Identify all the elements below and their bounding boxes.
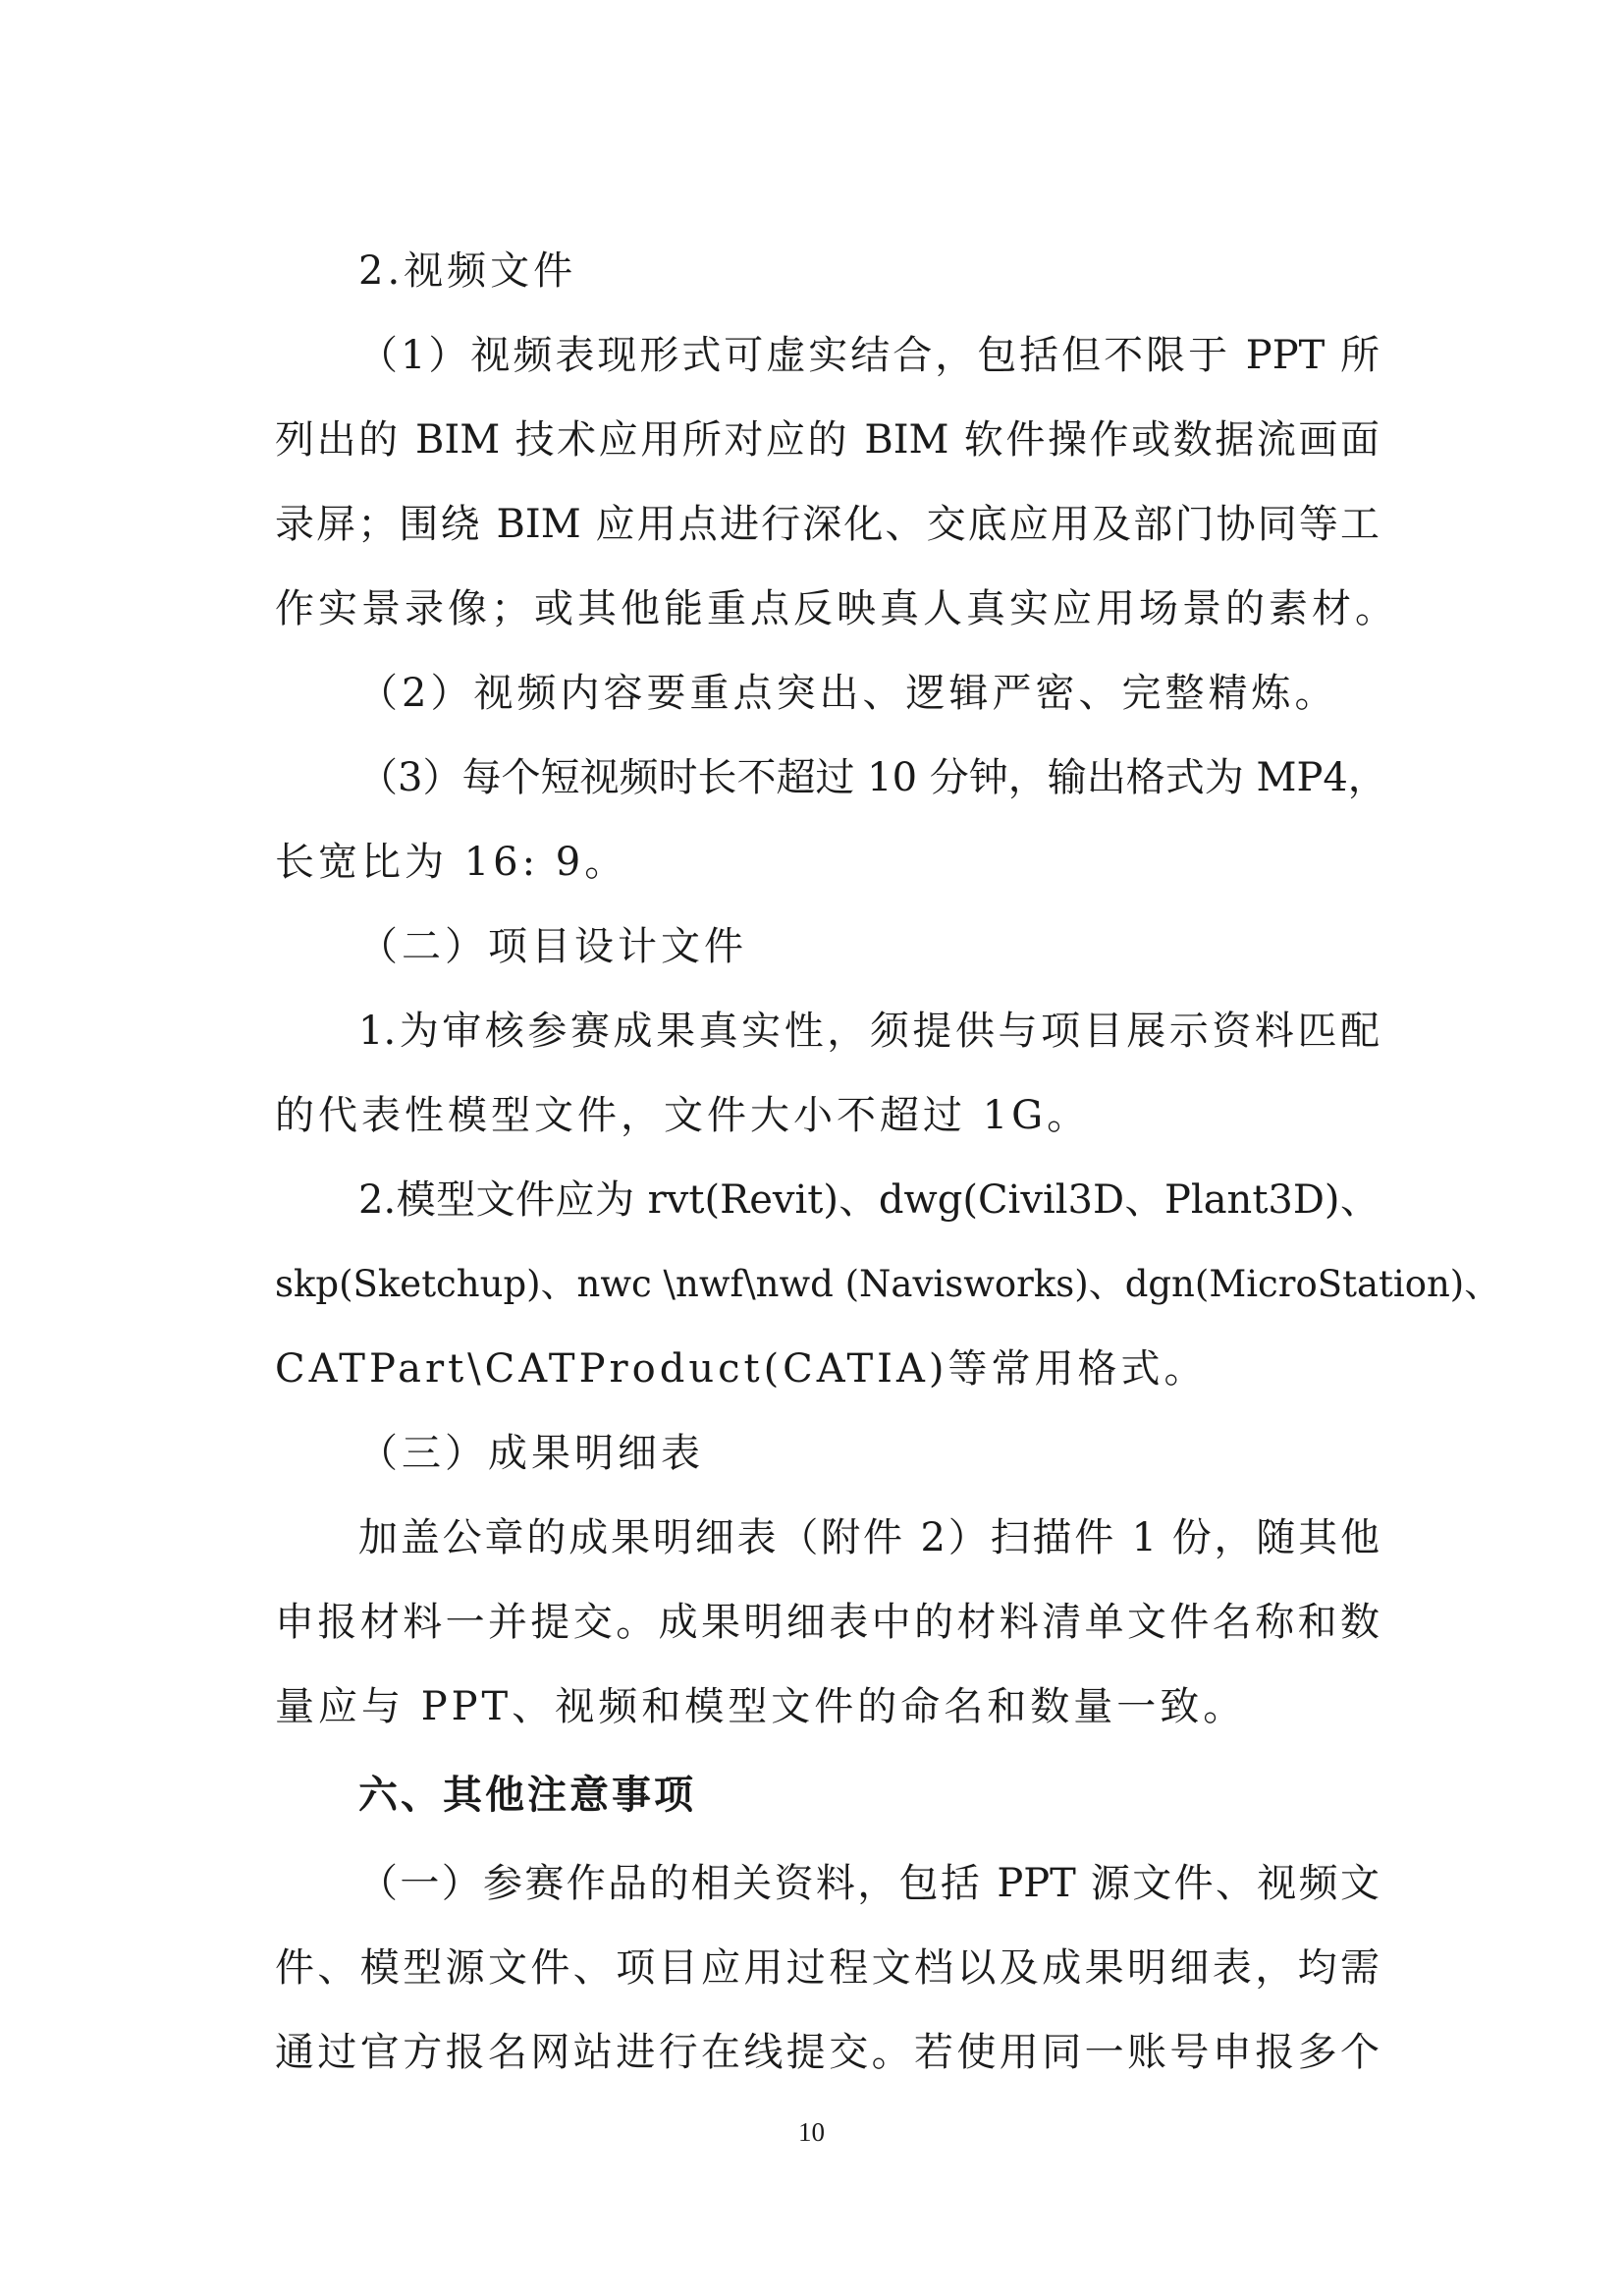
paragraph-line: CATPart\CATProduct(CATIA)等常用格式。 (275, 1346, 1208, 1392)
paragraph-line: 的代表性模型文件，文件大小不超过 1G。 (275, 1093, 1091, 1138)
paragraph-line: skp(Sketchup)、nwc \nwf\nwd (Navisworks)、dgn(MicroStation)、 (275, 1263, 1501, 1305)
paragraph-line: 作实景录像；或其他能重点反映真人真实应用场景的素材。 (275, 586, 1398, 631)
paragraph-line: 件、模型源文件、项目应用过程文档以及成果明细表，均需 (275, 1945, 1380, 1991)
subsection-title-video-files: 2.视频文件 (358, 248, 577, 294)
paragraph-line: 录屏；围绕 BIM 应用点进行深化、交底应用及部门协同等工 (275, 502, 1380, 547)
paragraph-line: 加盖公章的成果明细表（附件 2）扫描件 1 份，随其他 (358, 1515, 1380, 1560)
paragraph-line: 申报材料一并提交。成果明细表中的材料清单文件名称和数 (275, 1600, 1380, 1645)
paragraph-line: （一）参赛作品的相关资料，包括 PPT 源文件、视频文 (358, 1861, 1380, 1906)
paragraph-line: （3）每个短视频时长不超过 10 分钟，输出格式为 MP4， (358, 755, 1387, 800)
paragraph-line: 列出的 BIM 技术应用所对应的 BIM 软件操作或数据流画面 (275, 417, 1380, 463)
subsection-title-results-schedule: （三）成果明细表 (358, 1431, 704, 1476)
paragraph-line: （2）视频内容要重点突出、逻辑严密、完整精炼。 (358, 671, 1338, 716)
paragraph-line: 1.为审核参赛成果真实性，须提供与项目展示资料匹配 (358, 1009, 1380, 1054)
page-number: 10 (798, 2117, 825, 2147)
paragraph-line: 长宽比为 16: 9。 (275, 840, 628, 885)
paragraph-line: （1）视频表现形式可虚实结合，包括但不限于 PPT 所 (358, 333, 1380, 378)
paragraph-line: 2.模型文件应为 rvt(Revit)、dwg(Civil3D、Plant3D)、 (358, 1177, 1380, 1223)
section-heading-other-notes: 六、其他注意事项 (358, 1773, 696, 1818)
paragraph-line: 通过官方报名网站进行在线提交。若使用同一账号申报多个 (275, 2030, 1380, 2075)
paragraph-line: 量应与 PPT、视频和模型文件的命名和数量一致。 (275, 1684, 1247, 1729)
subsection-title-project-design-files: （二）项目设计文件 (358, 924, 747, 969)
